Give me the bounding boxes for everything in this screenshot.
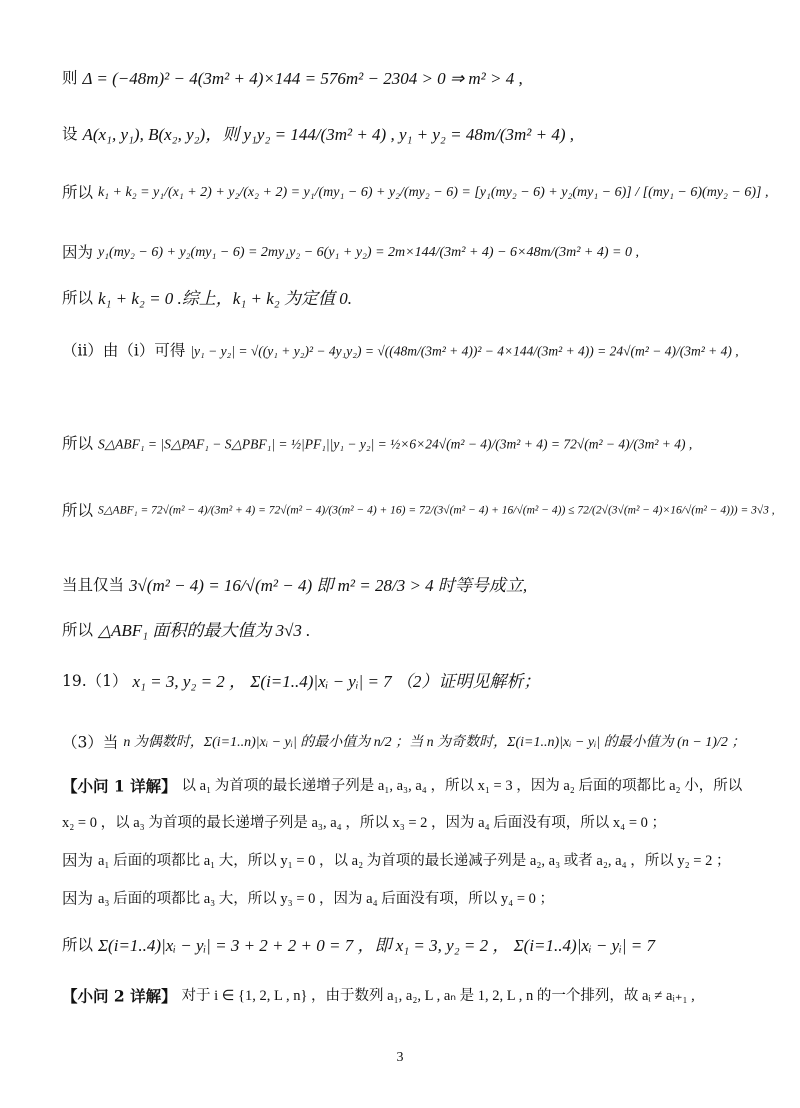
subquestion-1-line4 [62,891,760,907]
formula-line-equality [62,577,760,594]
subquestion-1-sum [62,937,760,954]
line-math: a₃ 后面的项都比 a₃ 大，所以 y₃ = 0 ，因为 a₄ 后面没有项，所以 y₄ = 0 ； [97,890,555,907]
formula-line-slope-sum [62,183,769,202]
line-math: k₁ + k₂ = y₁/(x₁ + 2) + y₂/(x₂ + 2) = y₁/(my₁ − 6) + y₂/(my₂ − 6) = [y₁(my₂ − 6) + y₂(my₁ − 6)] / [(my₁ − 6)(my₂ − 6)] , [97,185,769,200]
line-math: y₁(my₂ − 6) + y₂(my₁ − 6) = 2my₁y₂ − 6(y₁ + y₂) = 2m×144/(3m² + 4) − 6×48m/(3m² + 4) = 0 , [97,245,639,260]
formula-line-y-diff [62,343,760,359]
line-math: A(x₁, y₁), B(x₂, y₂)，则 y₁y₂ = 144/(3m² + 4) , y₁ + y₂ = 48m/(3m² + 4) , [82,125,574,144]
line-prefix: 因为 [62,889,94,908]
answer-19-summary [62,673,760,690]
line-math: 对于 i ∈ {1, 2, L , n} ，由于数列 a₁, a₂, L , aₙ 是 1, 2, L , n 的一个排列，故 aᵢ ≠ aᵢ₊₁ , [181,987,695,1004]
line-math: S△ABF₁ = 72√(m² − 4)/(3m² + 4) = 72√(m² − 4)/(3(m² − 4) + 16) = 72/(3√(m² − 4) + 16/√(m² − 4)) ≤ 72/(2√(3√(m² − 4)×16/√(m² − 4))) = 3√3 , [97,504,775,517]
formula-line-area [62,436,760,452]
line-prefix: 所以 [62,501,94,520]
line-math: S△ABF₁ = |S△PAF₁ − S△PBF₁| = ½|PF₁||y₁ − y₂| = ½×6×24√(m² − 4)/(3m² + 4) = 72√(m² − 4)/(3m² + 4) , [97,436,693,452]
subquestion-1-line2 [62,815,760,831]
line-math: a₁ 后面的项都比 a₁ 大，所以 y₁ = 0 ，以 a₂ 为首项的最长递减子列是 a₂, a₃ 或者 a₂, a₄ ，所以 y₂ = 2 ； [97,852,731,869]
line-math: x₁ = 3, y₂ = 2 ， Σ(i=1..4)|xᵢ − yᵢ| = 7 （2）证明见解析； [132,672,541,691]
formula-line-area-bound [62,501,775,520]
formula-line-discriminant [62,70,760,87]
line-math: k₁ + k₂ = 0 .综上，k₁ + k₂ 为定值 0. [97,289,352,308]
line-math: 以 a₁ 为首项的最长递增子列是 a₁, a₃, a₄ ，所以 x₁ = 3 ，因为 a₂ 后面的项都比 a₂ 小，所以 [181,777,743,794]
line-prefix: 因为 [62,851,94,870]
line-prefix: 设 [62,124,78,143]
formula-line-max-area [62,622,760,639]
section-heading: 【小问 1 详解】 [62,776,177,796]
line-prefix: 19.（1） [62,671,128,690]
line-math: 3√(m² − 4) = 16/√(m² − 4) 即 m² = 28/3 > 4 时等号成立, [128,576,528,595]
line-prefix: 因为 [62,243,94,262]
answer-19-part3 [62,735,760,751]
line-math: |y₁ − y₂| = √((y₁ + y₂)² − 4y₁y₂) = √((48m/(3m² + 4))² − 4×144/(3m² + 4)) = 24√(m² − 4)/(3m² + 4) , [190,343,739,359]
line-prefix: 当且仅当 [62,575,125,594]
line-math: △ABF₁ 面积的最大值为 3√3 . [97,621,311,640]
subquestion-1-detail [62,778,760,794]
formula-line-numerator-zero [62,245,760,261]
line-prefix: 所以 [62,935,94,954]
page-number: 3 [396,1050,404,1065]
formula-line-vieta [62,126,760,143]
line-math: Σ(i=1..4)|xᵢ − yᵢ| = 3 + 2 + 2 + 0 = 7 ，即 x₁ = 3, y₂ = 2 ， Σ(i=1..4)|xᵢ − yᵢ| = 7 [97,936,655,955]
subquestion-2-detail [62,988,760,1004]
line-prefix: 所以 [62,288,94,307]
section-heading: 【小问 2 详解】 [62,986,177,1006]
line-prefix: 则 [62,68,78,87]
line-prefix: 所以 [62,434,94,453]
line-math: n 为偶数时，Σ(i=1..n)|xᵢ − yᵢ| 的最小值为 n/2 ；当 n 为奇数时，Σ(i=1..n)|xᵢ − yᵢ| 的最小值为 (n − 1)/2 ； [123,735,746,750]
line-math: x₂ = 0 ，以 a₃ 为首项的最长递增子列是 a₃, a₄ ，所以 x₃ = 2 ，因为 a₄ 后面没有项，所以 x₄ = 0 ； [62,814,667,831]
line-prefix: 所以 [62,620,94,639]
line-prefix: （3）当 [62,733,119,752]
line-math: Δ = (−48m)² − 4(3m² + 4)×144 = 576m² − 2304 > 0 ⇒ m² > 4 , [82,69,523,88]
line-prefix: （ii）由（i）可得 [62,341,186,360]
line-prefix: 所以 [62,183,94,202]
subquestion-1-line3 [62,853,760,869]
formula-line-conclusion-i [62,290,760,307]
